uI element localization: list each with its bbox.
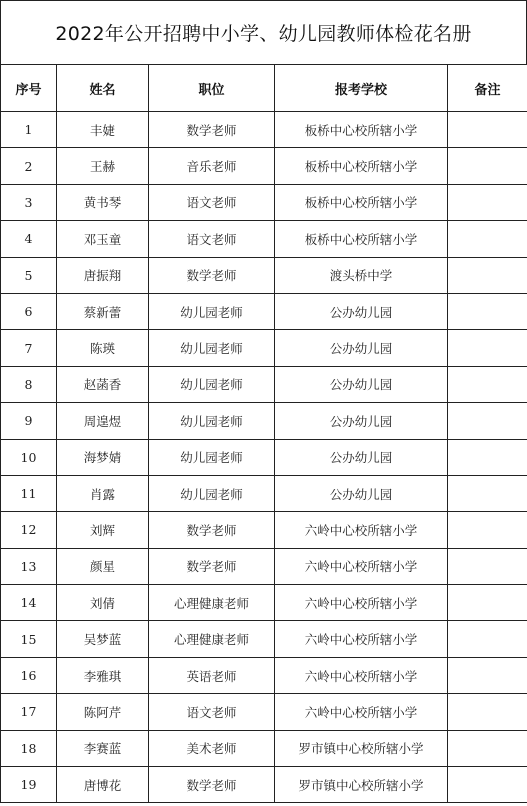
cell-school: 六岭中心校所辖小学 [275, 512, 448, 548]
table-row [1, 621, 527, 657]
cell-position: 数学老师 [149, 257, 275, 293]
cell-note [448, 148, 527, 184]
cell-name: 丰婕 [57, 112, 149, 148]
cell-position: 幼儿园老师 [149, 330, 275, 366]
table-row [1, 730, 527, 766]
roster-body [1, 112, 527, 803]
table-row [1, 439, 527, 475]
cell-position: 语文老师 [149, 184, 275, 220]
cell-name: 唐振翔 [57, 257, 149, 293]
cell-school: 公办幼儿园 [275, 330, 448, 366]
cell-school: 六岭中心校所辖小学 [275, 657, 448, 693]
cell-name: 海梦婧 [57, 439, 149, 475]
cell-no: 16 [1, 657, 57, 693]
roster-table [0, 64, 527, 803]
table-row [1, 585, 527, 621]
cell-no: 8 [1, 366, 57, 402]
cell-name: 吴梦蓝 [57, 621, 149, 657]
header-note: 备注 [448, 65, 527, 112]
cell-name: 颜星 [57, 548, 149, 584]
cell-name: 陈瑛 [57, 330, 149, 366]
cell-note [448, 585, 527, 621]
table-row [1, 257, 527, 293]
cell-note [448, 403, 527, 439]
cell-name: 刘倩 [57, 585, 149, 621]
cell-no: 7 [1, 330, 57, 366]
cell-position: 心理健康老师 [149, 621, 275, 657]
cell-position: 数学老师 [149, 767, 275, 803]
cell-note [448, 767, 527, 803]
cell-note [448, 548, 527, 584]
cell-note [448, 330, 527, 366]
cell-position: 幼儿园老师 [149, 475, 275, 511]
cell-school: 六岭中心校所辖小学 [275, 585, 448, 621]
cell-position: 幼儿园老师 [149, 439, 275, 475]
table-row [1, 548, 527, 584]
cell-name: 王赫 [57, 148, 149, 184]
cell-name: 蔡新蕾 [57, 293, 149, 329]
header-name: 姓名 [57, 65, 149, 112]
header-position: 职位 [149, 65, 275, 112]
table-row [1, 366, 527, 402]
cell-no: 19 [1, 767, 57, 803]
cell-note [448, 221, 527, 257]
table-row [1, 112, 527, 148]
cell-no: 17 [1, 694, 57, 730]
cell-note [448, 475, 527, 511]
cell-no: 1 [1, 112, 57, 148]
table-row [1, 767, 527, 803]
cell-no: 2 [1, 148, 57, 184]
cell-no: 5 [1, 257, 57, 293]
cell-name: 唐博花 [57, 767, 149, 803]
cell-no: 12 [1, 512, 57, 548]
cell-school: 板桥中心校所辖小学 [275, 221, 448, 257]
cell-note [448, 184, 527, 220]
cell-note [448, 366, 527, 402]
cell-school: 罗市镇中心校所辖小学 [275, 767, 448, 803]
cell-school: 渡头桥中学 [275, 257, 448, 293]
cell-position: 数学老师 [149, 548, 275, 584]
cell-note [448, 730, 527, 766]
cell-name: 李赛蓝 [57, 730, 149, 766]
table-row [1, 694, 527, 730]
cell-position: 数学老师 [149, 512, 275, 548]
cell-no: 3 [1, 184, 57, 220]
cell-school: 公办幼儿园 [275, 293, 448, 329]
cell-no: 11 [1, 475, 57, 511]
cell-position: 音乐老师 [149, 148, 275, 184]
table-header-row [1, 65, 527, 112]
cell-position: 美术老师 [149, 730, 275, 766]
cell-note [448, 257, 527, 293]
cell-name: 黄书琴 [57, 184, 149, 220]
cell-school: 六岭中心校所辖小学 [275, 548, 448, 584]
cell-name: 刘辉 [57, 512, 149, 548]
table-row [1, 148, 527, 184]
table-row [1, 184, 527, 220]
table-row [1, 475, 527, 511]
cell-school: 板桥中心校所辖小学 [275, 112, 448, 148]
table-row [1, 221, 527, 257]
header-no: 序号 [1, 65, 57, 112]
cell-name: 邓玉童 [57, 221, 149, 257]
cell-position: 语文老师 [149, 221, 275, 257]
table-row [1, 330, 527, 366]
cell-no: 9 [1, 403, 57, 439]
cell-name: 周遑煜 [57, 403, 149, 439]
cell-no: 4 [1, 221, 57, 257]
cell-position: 幼儿园老师 [149, 403, 275, 439]
cell-no: 14 [1, 585, 57, 621]
cell-no: 6 [1, 293, 57, 329]
cell-note [448, 512, 527, 548]
cell-note [448, 621, 527, 657]
table-row [1, 293, 527, 329]
cell-name: 李雅琪 [57, 657, 149, 693]
cell-no: 18 [1, 730, 57, 766]
page-title: 2022年公开招聘中小学、幼儿园教师体检花名册 [0, 0, 527, 64]
header-school: 报考学校 [275, 65, 448, 112]
cell-note [448, 112, 527, 148]
cell-school: 公办幼儿园 [275, 403, 448, 439]
cell-name: 陈阿芹 [57, 694, 149, 730]
cell-name: 肖露 [57, 475, 149, 511]
cell-position: 语文老师 [149, 694, 275, 730]
cell-note [448, 657, 527, 693]
cell-school: 罗市镇中心校所辖小学 [275, 730, 448, 766]
cell-school: 板桥中心校所辖小学 [275, 184, 448, 220]
cell-note [448, 293, 527, 329]
cell-school: 板桥中心校所辖小学 [275, 148, 448, 184]
cell-position: 数学老师 [149, 112, 275, 148]
cell-no: 10 [1, 439, 57, 475]
cell-school: 六岭中心校所辖小学 [275, 621, 448, 657]
cell-no: 13 [1, 548, 57, 584]
cell-note [448, 439, 527, 475]
cell-school: 六岭中心校所辖小学 [275, 694, 448, 730]
cell-school: 公办幼儿园 [275, 366, 448, 402]
cell-school: 公办幼儿园 [275, 439, 448, 475]
cell-position: 心理健康老师 [149, 585, 275, 621]
table-row [1, 403, 527, 439]
cell-position: 幼儿园老师 [149, 366, 275, 402]
cell-note [448, 694, 527, 730]
cell-position: 幼儿园老师 [149, 293, 275, 329]
cell-name: 赵菡香 [57, 366, 149, 402]
cell-position: 英语老师 [149, 657, 275, 693]
table-row [1, 512, 527, 548]
cell-school: 公办幼儿园 [275, 475, 448, 511]
cell-no: 15 [1, 621, 57, 657]
table-row [1, 657, 527, 693]
